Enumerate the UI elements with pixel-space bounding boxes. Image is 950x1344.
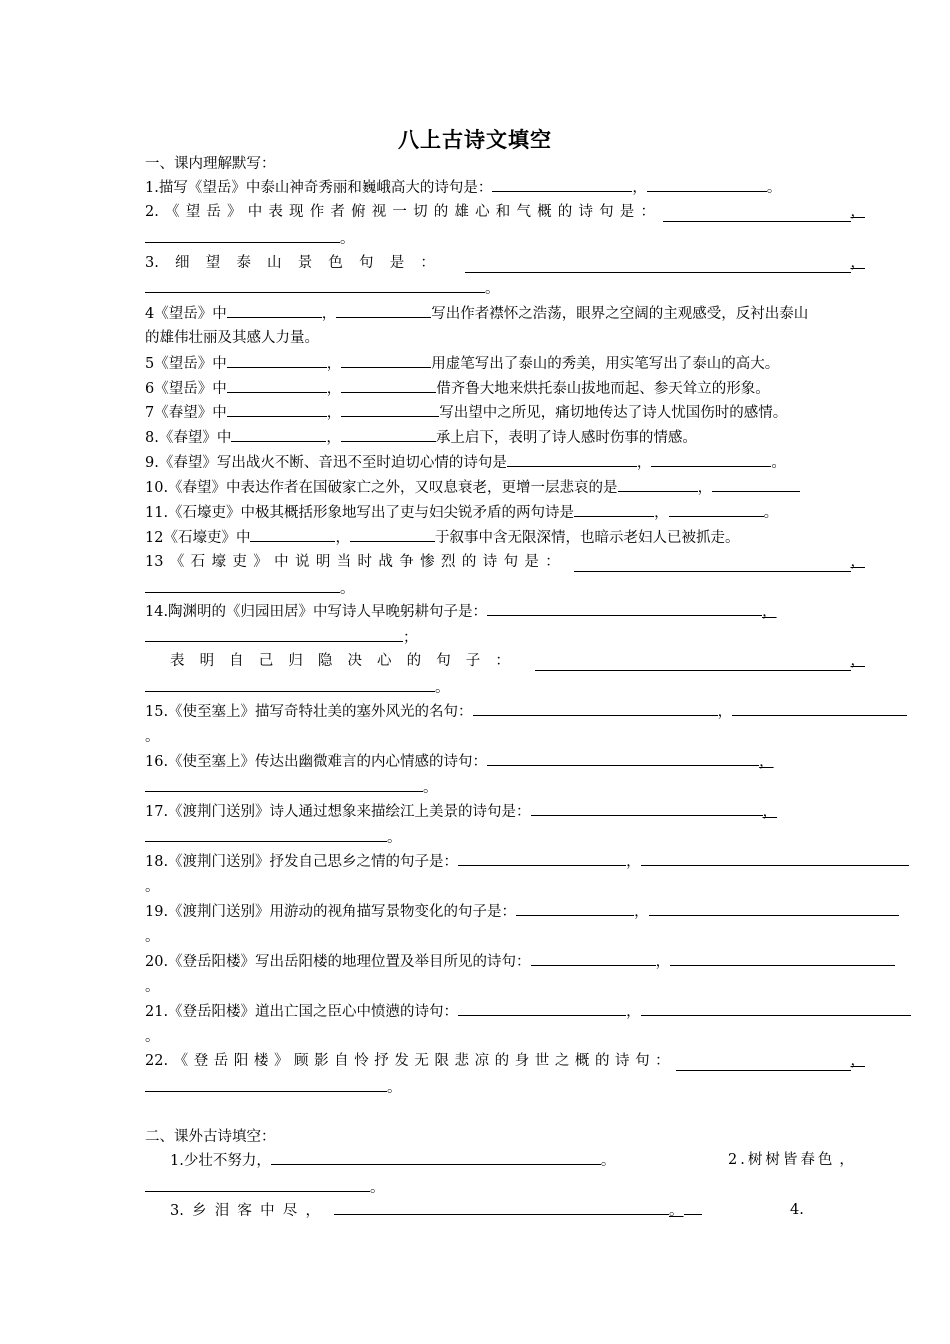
answer-blank[interactable] (458, 851, 626, 866)
question-15-end: 。 (145, 729, 160, 745)
question-char: 的 (594, 1053, 610, 1069)
answer-blank[interactable] (227, 353, 327, 368)
answer-blank[interactable] (334, 1200, 669, 1215)
question-21: 21.《登岳阳楼》道出亡国之臣心中愤懑的诗句： ， (145, 1001, 940, 1022)
answer-blank[interactable] (145, 677, 435, 692)
question-20: 20.《登岳阳楼》写出岳阳楼的地理位置及举目所见的诗句： ， (145, 951, 932, 972)
answer-blank[interactable] (507, 452, 637, 467)
question-char: 心 (377, 653, 392, 669)
question-22: 22. 《 登 岳 阳 楼 》 顾 影 自 怜 抒 发 无 限 悲 凉 的 身 世 之 概 的 诗 句 ： ， (145, 1053, 865, 1069)
question-char: 色 (328, 255, 343, 271)
extra-question-4: 4. (790, 1202, 804, 1218)
question-char: ： (545, 554, 560, 570)
answer-blank[interactable] (516, 901, 634, 916)
question-char: 3. (145, 255, 159, 271)
question-char: 自 (334, 1053, 349, 1069)
answer-blank[interactable] (145, 578, 340, 593)
question-char: 悲 (454, 1053, 469, 1069)
question-11: 11.《石壕吏》中极其概括形象地写出了吏与妇尖锐矛盾的两句诗是 ， 。 (145, 502, 865, 523)
question-char: 尽 (282, 1203, 298, 1219)
question-22-cont: 。 (145, 1077, 865, 1098)
answer-blank[interactable] (145, 1177, 370, 1192)
question-char: 世 (534, 1053, 550, 1069)
question-char: 限 (434, 1053, 449, 1069)
page-title: 八上古诗文填空 (398, 128, 552, 152)
question-14b-cont: 。 (145, 677, 865, 698)
answer-blank[interactable] (574, 502, 654, 517)
question-char: 乡 (192, 1203, 207, 1219)
answer-blank[interactable] (712, 477, 800, 492)
answer-blank[interactable] (649, 901, 899, 916)
question-char: 泰 (236, 255, 251, 271)
question-char: 切 (413, 204, 428, 220)
question-3-cont: 。 (145, 278, 865, 299)
answer-blank[interactable] (341, 378, 436, 393)
question-14-cont: ； (145, 627, 865, 648)
question-char: 《 (173, 1053, 189, 1069)
question-char: 》 (227, 204, 242, 220)
question-char: 句 (503, 554, 519, 570)
answer-blank[interactable] (531, 951, 656, 966)
question-char: 明 (315, 554, 331, 570)
answer-blank[interactable] (231, 427, 326, 442)
question-5: 5《望岳》中 ， 用虚笔写出了泰山的秀美，用实笔写出了泰山的高大。 (145, 353, 865, 374)
section-heading-2: 二、课外古诗填空： (145, 1129, 276, 1145)
question-1: 1.描写《望岳》中泰山神奇秀丽和巍峨高大的诗句是： ， 。 (145, 177, 865, 198)
question-4: 4《望岳》中 ， 写出作者襟怀之浩荡，眼界之空阔的主观感受，反衬出泰山 (145, 303, 865, 324)
question-14b: 表 明 自 己 归 隐 决 心 的 句 子 ： ， (170, 653, 865, 669)
question-char: 句 (436, 653, 451, 669)
answer-blank[interactable] (145, 627, 403, 642)
question-char: 表 (170, 653, 185, 669)
question-char: 影 (314, 1053, 329, 1069)
extra-question-2: 2.树树皆春色 ， (728, 1152, 857, 1168)
answer-blank[interactable] (531, 801, 763, 816)
answer-blank[interactable] (487, 751, 759, 766)
question-char: 句 (599, 204, 614, 220)
question-char: 13 (145, 554, 164, 570)
question-char: 《 (165, 204, 180, 220)
answer-blank[interactable] (145, 1077, 387, 1092)
question-char: 惨 (420, 554, 435, 570)
question-12: 12《石壕吏》中 ， 于叙事中含无限深情，也暗示老妇人已被抓走。 (145, 527, 865, 548)
question-char: 现 (289, 204, 304, 220)
question-char: 时 (357, 554, 373, 570)
question-char: ， (305, 1203, 320, 1219)
question-char: ： (640, 204, 655, 220)
question-char: 雄 (454, 204, 469, 220)
question-char: 句 (359, 255, 374, 271)
question-19-end: 。 (145, 929, 160, 945)
question-char: 气 (516, 204, 531, 220)
question-char: 作 (309, 204, 325, 220)
section-heading-1: 一、课内理解默写： (145, 156, 276, 172)
question-char: 决 (347, 653, 362, 669)
question-char: 一 (392, 204, 407, 220)
question-char: ： (420, 255, 435, 271)
question-char: 《 (169, 554, 185, 570)
question-20-end: 。 (145, 979, 160, 995)
answer-blank[interactable] (250, 527, 335, 542)
question-char: 归 (288, 653, 303, 669)
question-char: 和 (495, 204, 511, 220)
question-char: 无 (414, 1053, 429, 1069)
question-char: 诗 (615, 1053, 630, 1069)
question-char: 的 (461, 554, 477, 570)
answer-blank[interactable] (227, 303, 322, 318)
answer-blank[interactable] (676, 1056, 851, 1071)
extra-question-3: 3. 乡 泪 客 中 尽 ， 。 (170, 1200, 702, 1221)
question-char: 明 (199, 653, 215, 669)
question-char: 发 (394, 1053, 409, 1069)
answer-blank[interactable] (641, 1001, 911, 1016)
question-char: 争 (399, 554, 414, 570)
answer-blank[interactable] (145, 278, 485, 293)
question-10: 10.《春望》中表达作者在国破家亡之外，又叹息衰老，更增一层悲哀的是 ， (145, 477, 865, 498)
question-char: 隐 (317, 653, 333, 669)
answer-blank[interactable] (670, 951, 895, 966)
question-char: 概 (537, 204, 552, 220)
question-char: 泪 (214, 1203, 230, 1219)
question-char: 登 (193, 1053, 209, 1069)
question-char: 阳 (233, 1053, 249, 1069)
answer-blank[interactable] (341, 402, 439, 417)
answer-blank[interactable] (732, 701, 907, 716)
question-char: 细 (175, 255, 190, 271)
question-char: 中 (260, 1203, 275, 1219)
question-char: 身 (514, 1053, 530, 1069)
extra-question-1: 1.少壮不努力， 。 (170, 1150, 865, 1171)
question-17: 17.《渡荆门送别》诗人通过想象来描绘江上美景的诗句是： ， (145, 801, 865, 822)
question-char: 望 (185, 204, 201, 220)
question-char: ： (655, 1053, 670, 1069)
question-char: 是 (619, 204, 635, 220)
question-char: 诗 (482, 554, 498, 570)
answer-blank[interactable] (618, 477, 698, 492)
question-char: 的 (433, 204, 449, 220)
answer-blank[interactable] (492, 177, 632, 192)
answer-blank[interactable] (227, 378, 327, 393)
question-18: 18.《渡荆门送别》抒发自己思乡之情的句子是： ， (145, 851, 940, 872)
answer-blank[interactable] (341, 353, 431, 368)
question-char: 抒 (374, 1053, 389, 1069)
answer-blank[interactable] (145, 777, 423, 792)
answer-blank[interactable] (641, 851, 909, 866)
question-char: 是 (389, 255, 405, 271)
answer-blank[interactable] (227, 402, 327, 417)
question-char: 吏 (232, 554, 247, 570)
question-21-end: 。 (145, 1029, 160, 1045)
question-char: 中 (274, 554, 289, 570)
question-char: 心 (475, 204, 490, 220)
question-char: 战 (378, 554, 393, 570)
question-char: 》 (253, 554, 268, 570)
question-char: 当 (336, 554, 352, 570)
question-char: 子 (465, 653, 481, 669)
question-char: 表 (268, 204, 283, 220)
question-char: 者 (330, 204, 345, 220)
question-7: 7《春望》中 ， 写出望中之所见，痛切地传达了诗人忧国伤时的感情。 (145, 402, 865, 423)
question-2-cont: 。 (145, 228, 865, 249)
answer-blank[interactable] (271, 1150, 601, 1165)
answer-blank[interactable] (663, 207, 851, 222)
question-14: 14.陶渊明的《归园田居》中写诗人早晚躬耕句子是： ， (145, 601, 865, 622)
answer-blank[interactable] (145, 827, 387, 842)
question-char: 俯 (351, 204, 366, 220)
question-13-cont: 。 (145, 578, 865, 599)
question-6: 6《望岳》中 ， 借齐鲁大地来烘托泰山拔地而起、参天耸立的形象。 (145, 378, 865, 399)
question-char: 的 (494, 1053, 510, 1069)
answer-blank[interactable] (473, 701, 718, 716)
question-char: 客 (237, 1203, 252, 1219)
question-17-cont: 。 (145, 827, 865, 848)
question-18-end: 。 (145, 879, 160, 895)
answer-blank[interactable] (336, 303, 431, 318)
question-char: 说 (294, 554, 310, 570)
question-char: 的 (406, 653, 422, 669)
question-char: 自 (229, 653, 244, 669)
answer-blank[interactable] (669, 502, 764, 517)
question-char: 顾 (294, 1053, 309, 1069)
question-char: 怜 (354, 1053, 369, 1069)
question-3: 3. 细 望 泰 山 景 色 句 是 ： ， (145, 255, 865, 271)
question-char: 之 (554, 1053, 570, 1069)
question-char: 岳 (206, 204, 221, 220)
question-8: 8.《春望》中 ， 承上启下，表明了诗人感时伤事的情感。 (145, 427, 865, 448)
question-char: 凉 (474, 1053, 490, 1069)
question-char: 22. (145, 1053, 169, 1069)
question-char: 诗 (578, 204, 593, 220)
question-char: 3. (170, 1203, 184, 1219)
question-char: 概 (574, 1053, 590, 1069)
answer-blank[interactable] (458, 1001, 626, 1016)
question-9: 9.《春望》写出战火不断、音迅不至时迫切心情的诗句是 ， 。 (145, 452, 865, 473)
answer-blank[interactable] (350, 527, 435, 542)
question-char: 》 (273, 1053, 289, 1069)
question-char: 石 (190, 554, 206, 570)
question-char: 句 (635, 1053, 650, 1069)
question-char: 烈 (440, 554, 456, 570)
question-char: 的 (557, 204, 573, 220)
question-13: 13 《 石 壕 吏 》 中 说 明 当 时 战 争 惨 烈 的 诗 句 是 ： ， (145, 554, 865, 570)
answer-blank[interactable] (651, 452, 771, 467)
question-char: 中 (247, 204, 263, 220)
question-char: 2. (145, 204, 159, 220)
answer-blank[interactable] (145, 228, 340, 243)
answer-blank[interactable] (341, 427, 436, 442)
extra-question-2-cont: 。 (145, 1177, 865, 1198)
question-19: 19.《渡荆门送别》用游动的视角描写景物变化的句子是： ， (145, 901, 950, 922)
question-char: 是 (524, 554, 539, 570)
question-char: 岳 (213, 1053, 229, 1069)
question-16: 16.《使至塞上》传达出幽微难言的内心情感的诗句： ， (145, 751, 865, 772)
answer-blank[interactable] (465, 258, 851, 273)
answer-blank[interactable] (574, 557, 851, 572)
question-char: 壕 (211, 554, 227, 570)
question-char: 楼 (253, 1053, 269, 1069)
question-char: 视 (371, 204, 387, 220)
question-char: ： (495, 653, 510, 669)
question-2: 2. 《 望 岳 》 中 表 现 作 者 俯 视 一 切 的 雄 心 和 气 概 的 诗 句 是 ： ， (145, 204, 865, 220)
question-char: 山 (267, 255, 282, 271)
question-char: 景 (297, 255, 313, 271)
answer-blank[interactable] (535, 656, 851, 671)
answer-blank[interactable] (487, 601, 762, 616)
question-16-cont: 。 (145, 777, 865, 798)
question-15: 15.《使至塞上》描写奇特壮美的塞外风光的名句： ， (145, 701, 932, 722)
answer-blank[interactable] (647, 177, 767, 192)
question-char: 望 (205, 255, 221, 271)
question-char: 己 (258, 653, 274, 669)
question-4-cont: 的雄伟壮丽及其感人力量。 (145, 330, 319, 346)
